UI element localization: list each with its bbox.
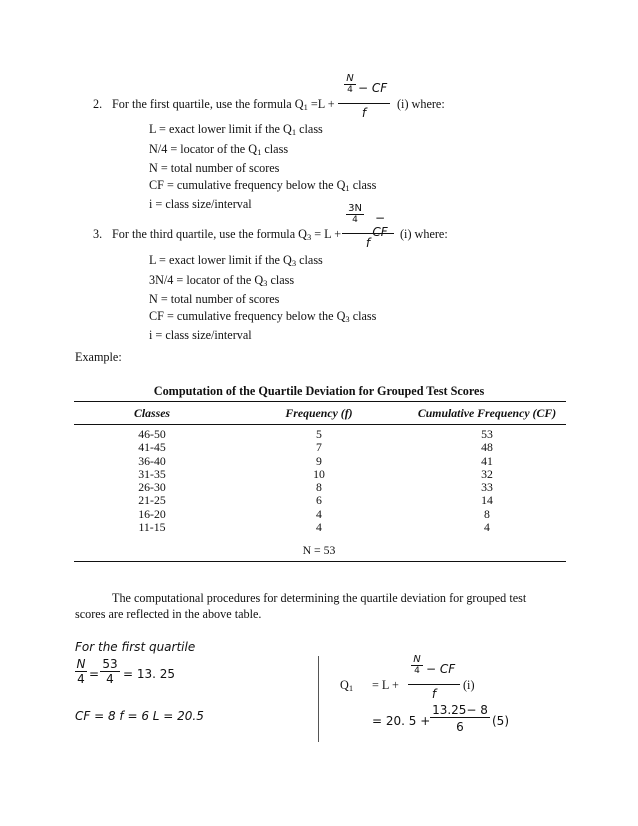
item-2-eq: =L + — [307, 97, 335, 111]
q1-eq-l-plus: = L + — [372, 678, 399, 692]
paragraph-line-2: scores are reflected in the above table. — [75, 607, 262, 621]
item-3-definitions — [149, 252, 376, 344]
given-values: CF = 8 f = 6 L = 20.5 — [75, 709, 204, 723]
item-3-formula-fraction — [342, 203, 394, 250]
column-divider — [318, 656, 319, 742]
item-3-den: f — [365, 236, 371, 250]
item-3-def: 3N/4 = locator of the $Q_3$ class — [149, 272, 295, 288]
item-3-inner-fraction — [346, 203, 364, 225]
item-2-after: (i) where: — [397, 97, 445, 111]
n-over-4-fraction: N 4 — [76, 657, 86, 686]
item-2-formula-fraction — [338, 73, 390, 120]
q1-formula-fraction: N 4 − CF f — [408, 654, 460, 701]
item-2-lead: For the first quartile, use the formula Q — [112, 97, 304, 111]
q1-interval: (i) — [463, 678, 475, 692]
item-3-def: N = total number of scores — [149, 292, 280, 307]
item-3-text — [112, 227, 341, 242]
q1-interval-value: (5) — [492, 714, 509, 728]
table-caption: Computation of the Quartile Deviation for Grouped Test Scores — [153, 384, 485, 398]
item-3-inner-den: 4 — [352, 215, 358, 225]
item-2-def: CF = cumulative frequency below the $Q_1$ class — [149, 177, 377, 193]
item-3-eq: = L + — [311, 227, 342, 241]
item-2-num-rest: − CF — [358, 81, 388, 95]
header-cumulative: Cumulative Frequency (CF) — [408, 402, 566, 425]
item-3-def: i = class size/interval — [149, 328, 252, 343]
item-3-sub: 3 — [306, 232, 312, 242]
item-2-def: N = total number of scores — [149, 161, 280, 176]
classes-column: 46-50 41-45 36-40 31-35 26-30 21-25 16-20 11-15 — [74, 425, 230, 562]
53-over-4-fraction: 53 4 — [100, 657, 120, 686]
first-quartile-result: = 13. 25 — [123, 667, 176, 681]
item-2-definitions — [149, 121, 376, 213]
equals-sign: = — [89, 667, 100, 681]
item-2-def: N/4 = locator of the $Q_1$ class — [149, 141, 289, 157]
item-3-def: L = exact lower limit if the $Q_3$ class — [149, 253, 323, 268]
first-quartile-heading: For the first quartile — [75, 640, 196, 654]
item-3-after: (i) where: — [400, 227, 448, 241]
item-3-number: 3. — [93, 227, 103, 241]
quartile-table — [74, 401, 566, 562]
cumulative-column: 53 48 41 32 33 14 8 4 — [408, 425, 566, 562]
q1-substituted-fraction: 13.25− 8 6 — [430, 703, 490, 734]
q1-substitution: = 20. 5 + — [372, 714, 431, 728]
paragraph-line-1: The computational procedures for determining the quartile deviation for grouped test — [112, 591, 527, 605]
frequency-column: 5 7 9 10 8 6 4 4 N = 53 — [230, 425, 408, 562]
example-label: Example: — [75, 350, 122, 364]
item-3-def: CF = cumulative frequency below the $Q_3$ class — [149, 308, 377, 324]
item-3-lead: For the third quartile, use the formula Q — [112, 227, 307, 241]
item-2-inner-den: 4 — [347, 85, 353, 95]
item-2-number: 2. — [93, 97, 103, 111]
header-frequency: Frequency (f) — [230, 402, 408, 425]
item-3-num-rest: − CF — [372, 211, 388, 239]
item-3-inner-num: 3N — [348, 203, 362, 214]
item-2-den: f — [361, 106, 367, 120]
item-2-sub: 1 — [303, 102, 308, 112]
item-2-inner-num: N — [346, 73, 354, 84]
item-2-text — [112, 97, 335, 112]
table-header-row — [74, 402, 566, 425]
item-2-def: i = class size/interval — [149, 197, 252, 212]
table-body-row — [74, 425, 566, 562]
item-2-inner-fraction — [344, 73, 356, 95]
frequency-total: N = 53 — [302, 543, 336, 558]
item-2-def: L = exact lower limit if the $Q_1$ class — [149, 122, 323, 137]
q1-label: $Q_1$ — [340, 678, 354, 693]
header-classes: Classes — [74, 402, 230, 425]
